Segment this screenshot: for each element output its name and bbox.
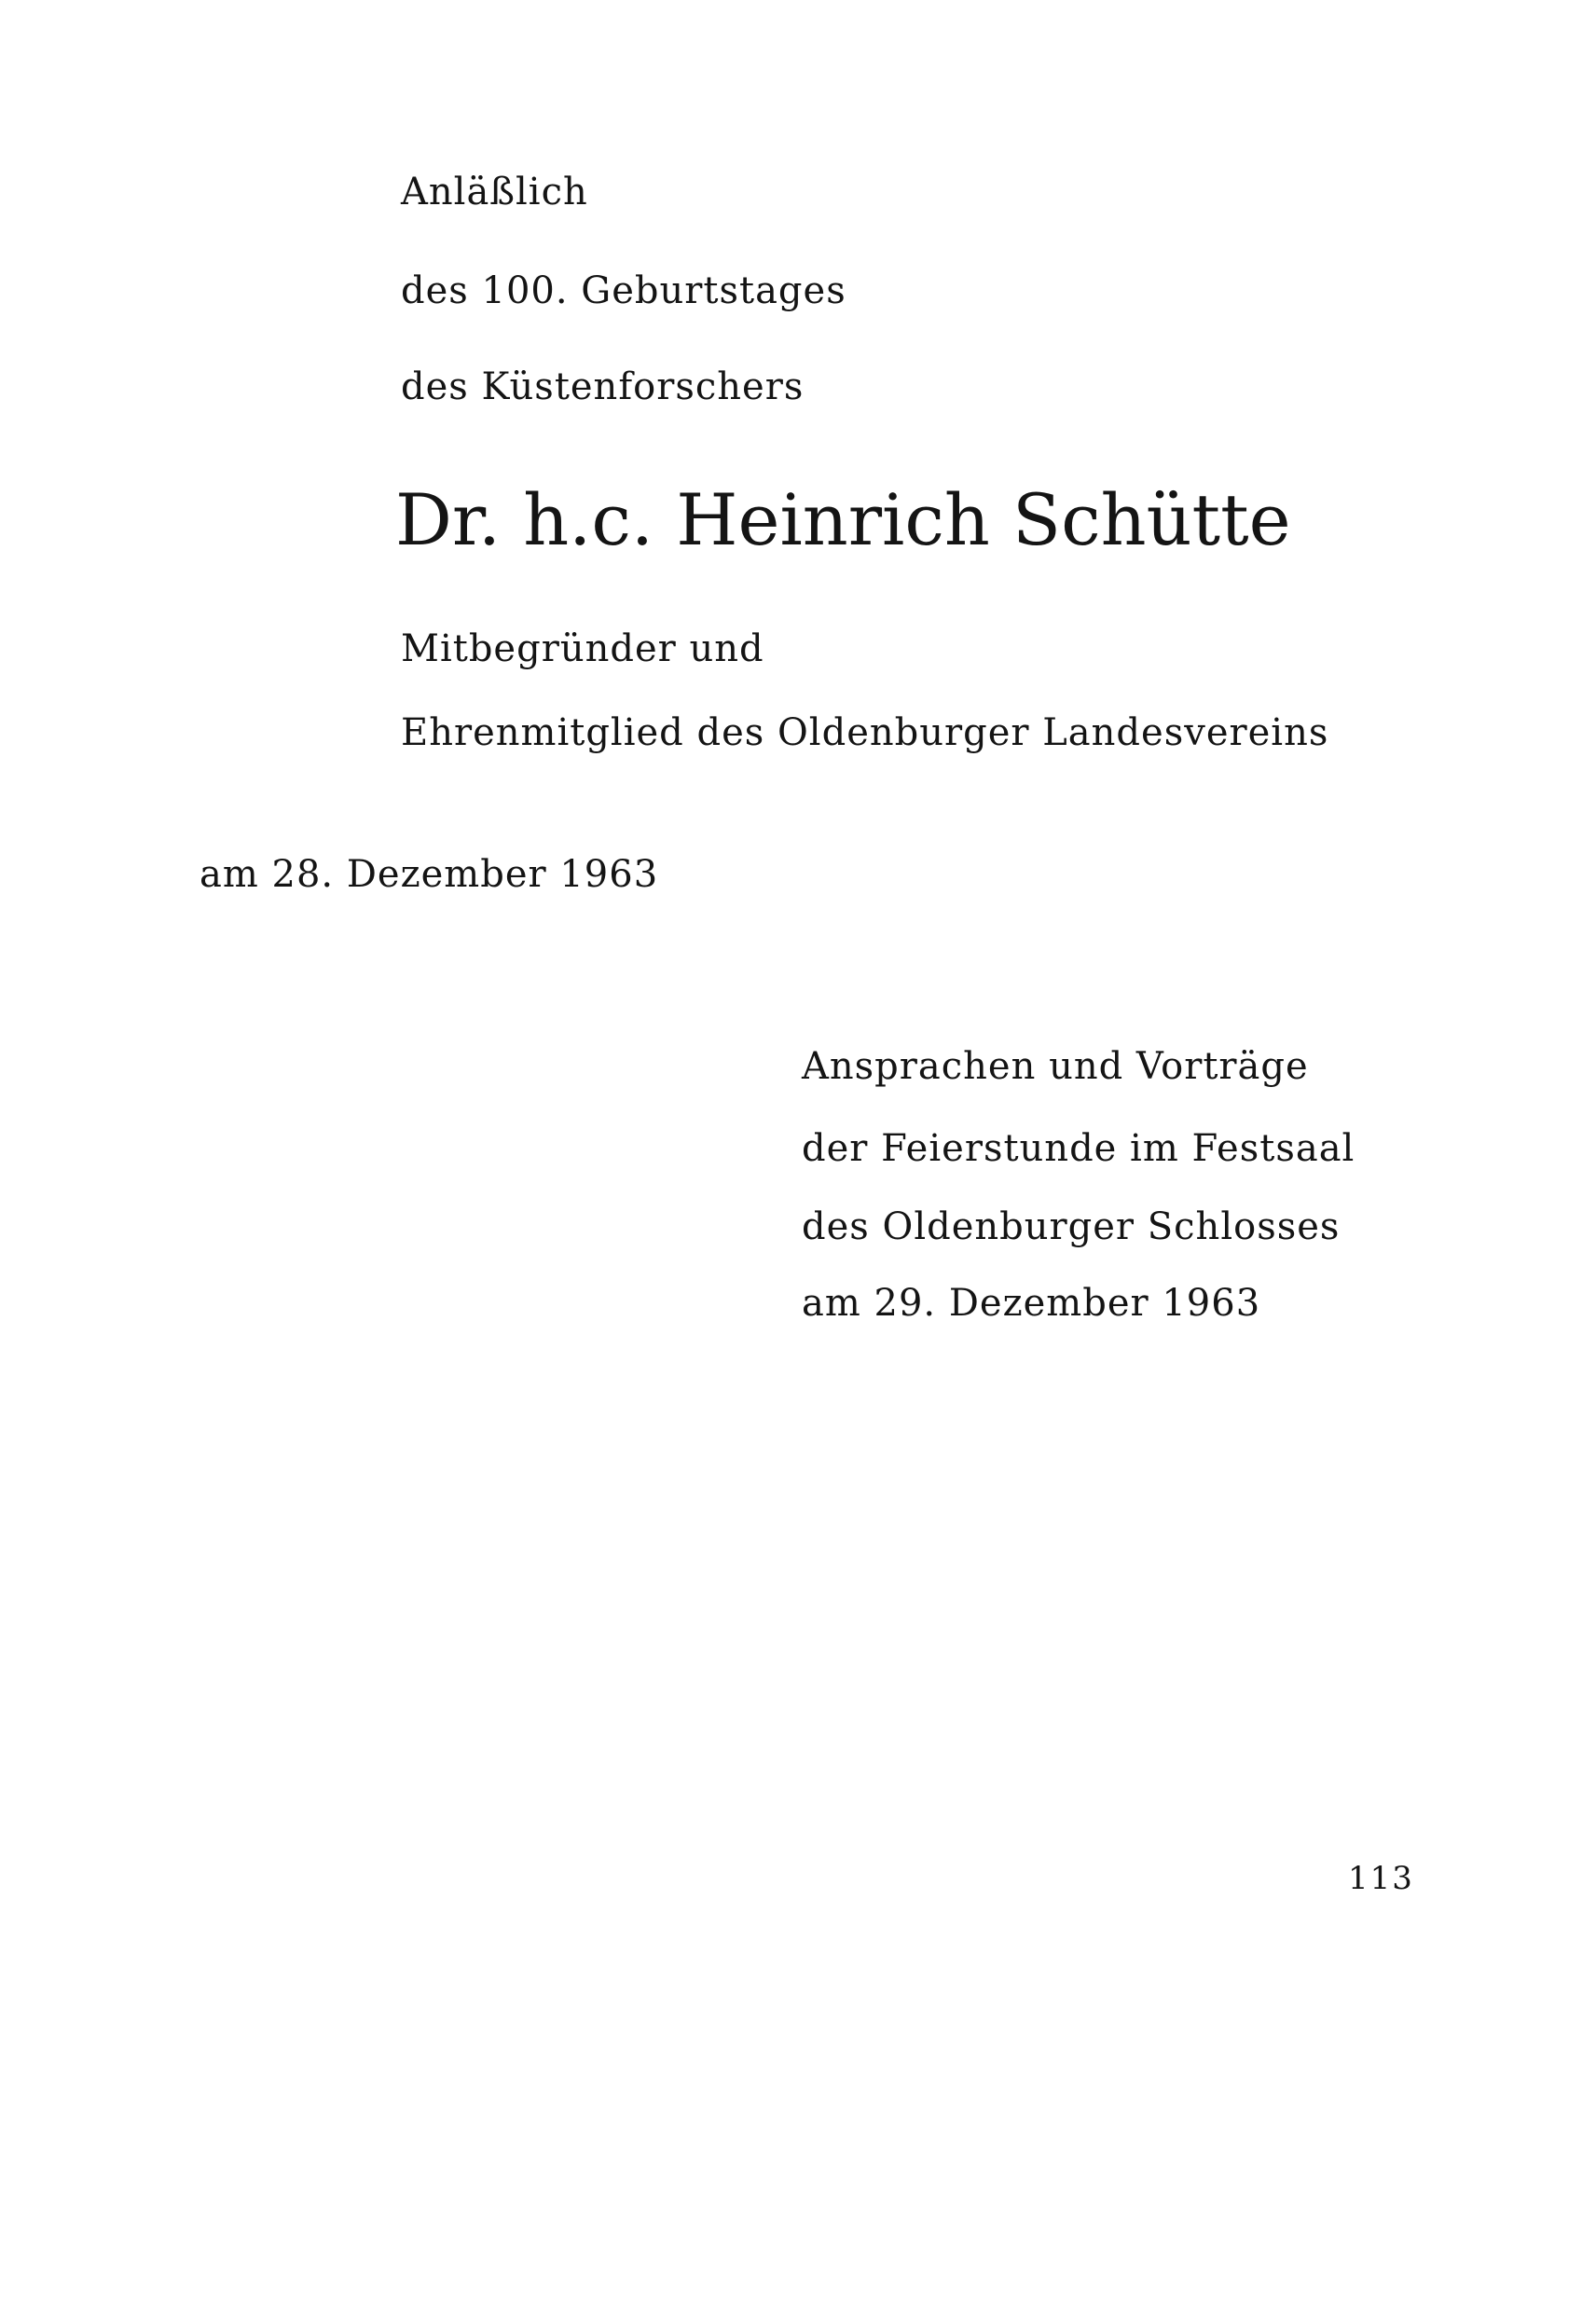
event-line-ceremony: der Feierstunde im Festsaal	[802, 1127, 1355, 1170]
intro-line-coastal-researcher: des Küstenforschers	[401, 365, 805, 408]
role-line-cofounder: Mitbegründer und	[401, 627, 764, 670]
birthday-date: am 28. Dezember 1963	[200, 853, 659, 896]
page-number: 113	[1348, 1860, 1414, 1897]
intro-line-occasion: Anläßlich	[401, 171, 588, 213]
event-line-speeches: Ansprachen und Vorträge	[802, 1045, 1309, 1088]
event-line-castle: des Oldenburger Schlosses	[802, 1205, 1341, 1248]
role-line-honorary-member: Ehrenmitglied des Oldenburger Landesvereins	[401, 711, 1329, 754]
intro-line-birthday: des 100. Geburtstages	[401, 269, 846, 312]
page-title: Dr. h.c. Heinrich Schütte	[395, 478, 1291, 561]
event-line-date: am 29. Dezember 1963	[802, 1282, 1261, 1325]
